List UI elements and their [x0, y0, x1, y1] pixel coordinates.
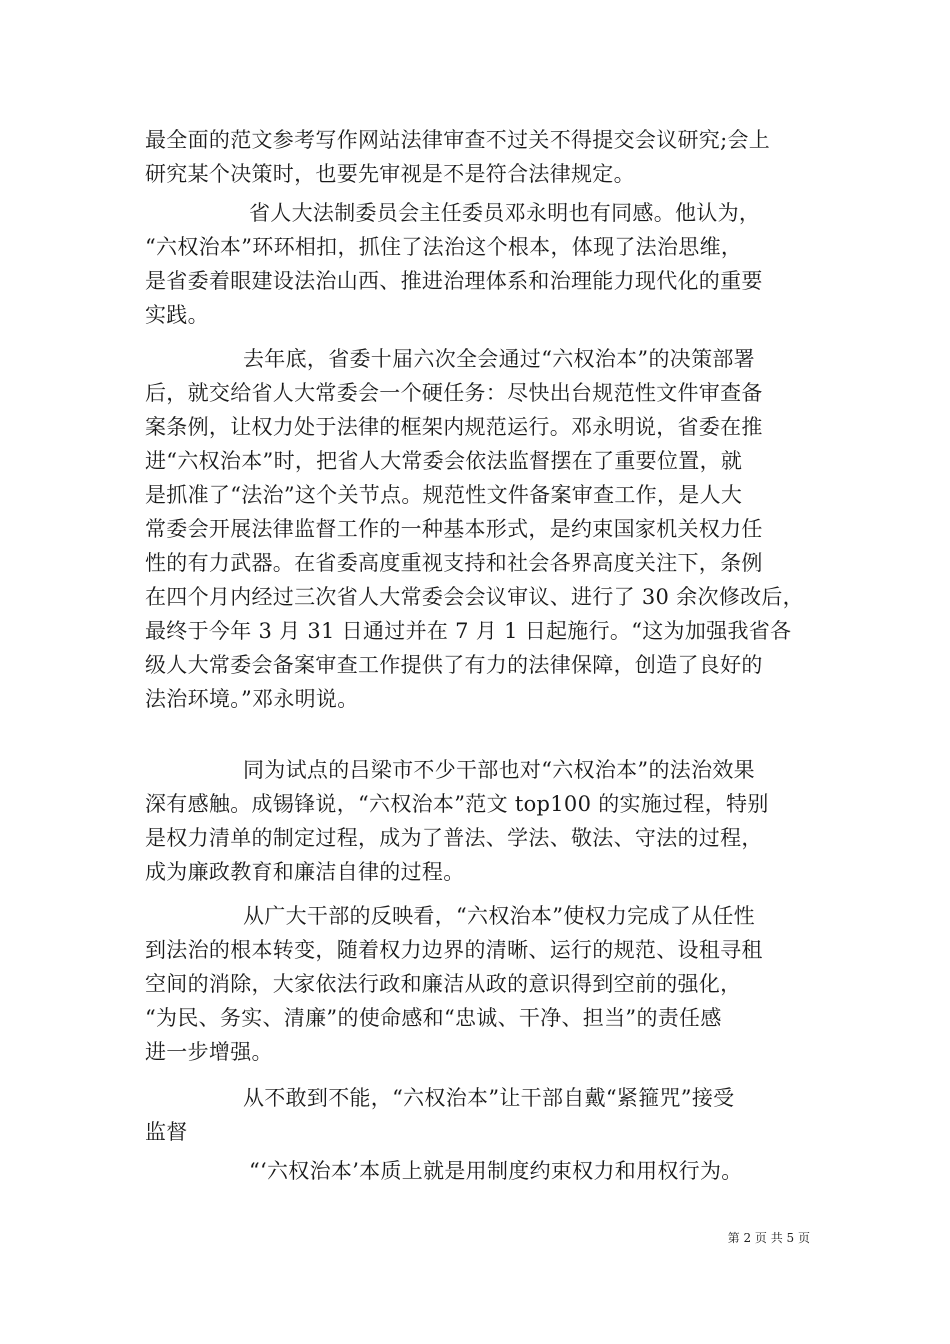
text-line: 去年底，省委十届六次全会通过“六权治本”的决策部署 [243, 347, 755, 371]
text-line: 同为试点的吕梁市不少干部也对“六权治本”的法治效果 [243, 758, 755, 782]
text-line: 常委会开展法律监督工作的一种基本形式，是约束国家机关权力任 [145, 517, 763, 541]
text-line: 从广大干部的反映看，“六权治本”使权力完成了从任性 [243, 904, 755, 928]
paragraph-5 [145, 899, 815, 1069]
text-line: 是权力清单的制定过程，成为了普法、学法、敬法、守法的过程， [145, 826, 763, 850]
text-line: 到法治的根本转变，随着权力边界的清晰、运行的规范、设租寻租 [145, 938, 763, 962]
text-line: 省人大法制委员会主任委员邓永明也有同感。他认为， [249, 201, 761, 225]
text-line: 实践。 [145, 303, 209, 327]
text-line: 法治环境。”邓永明说。 [145, 687, 359, 711]
text-line: 进一步增强。 [145, 1040, 273, 1064]
text-line: 进“六权治本”时，把省人大常委会依法监督摆在了重要位置，就 [145, 449, 743, 473]
text-line: 是省委着眼建设法治山西、推进治理体系和治理能力现代化的重要 [145, 269, 763, 293]
text-line: 案条例，让权力处于法律的框架内规范运行。邓永明说，省委在推 [145, 415, 763, 439]
paragraph-3 [145, 342, 815, 716]
text-line: 在四个月内经过三次省人大常委会会议审议、进行了 30 余次修改后， [145, 585, 804, 609]
text-line: “为民、务实、清廉”的使命感和“忠诚、干净、担当”的责任感 [145, 1006, 722, 1030]
text-line: 空间的消除，大家依法行政和廉洁从政的意识得到空前的强化， [145, 972, 742, 996]
text-line: “‘六权治本’本质上就是用制度约束权力和用权行为。 [249, 1159, 743, 1183]
section-heading [145, 1081, 815, 1149]
text-line: 监督 [145, 1120, 188, 1144]
paragraph-7 [145, 1154, 815, 1188]
text-line: 研究某个决策时，也要先审视是不是符合法律规定。 [145, 162, 635, 186]
text-line: 后，就交给省人大常委会一个硬任务：尽快出台规范性文件审查备 [145, 381, 763, 405]
paragraph-1 [145, 123, 815, 191]
text-line: 性的有力武器。在省委高度重视支持和社会各界高度关注下，条例 [145, 551, 763, 575]
text-line: 从不敢到不能，“六权治本”让干部自戴“紧箍咒”接受 [243, 1086, 735, 1110]
text-line: 最全面的范文参考写作网站法律审查不过关不得提交会议研究;会上 [145, 128, 771, 152]
text-line: 成为廉政教育和廉洁自律的过程。 [145, 860, 465, 884]
text-line: “六权治本”环环相扣，抓住了法治这个根本，体现了法治思维， [145, 235, 743, 259]
text-line: 是抓准了“法治”这个关节点。规范性文件备案审查工作，是人大 [145, 483, 743, 507]
text-line: 最终于今年 3 月 31 日通过并在 7 月 1 日起施行。“这为加强我省各 [145, 619, 792, 643]
paragraph-4 [145, 753, 815, 889]
paragraph-2 [145, 196, 815, 332]
text-line: 深有感触。成锡锋说，“六权治本”范文 top100 的实施过程，特别 [145, 792, 769, 816]
page-number-footer: 第 2 页 共 5 页 [727, 1231, 810, 1245]
text-line: 级人大常委会备案审查工作提供了有力的法律保障，创造了良好的 [145, 653, 763, 677]
